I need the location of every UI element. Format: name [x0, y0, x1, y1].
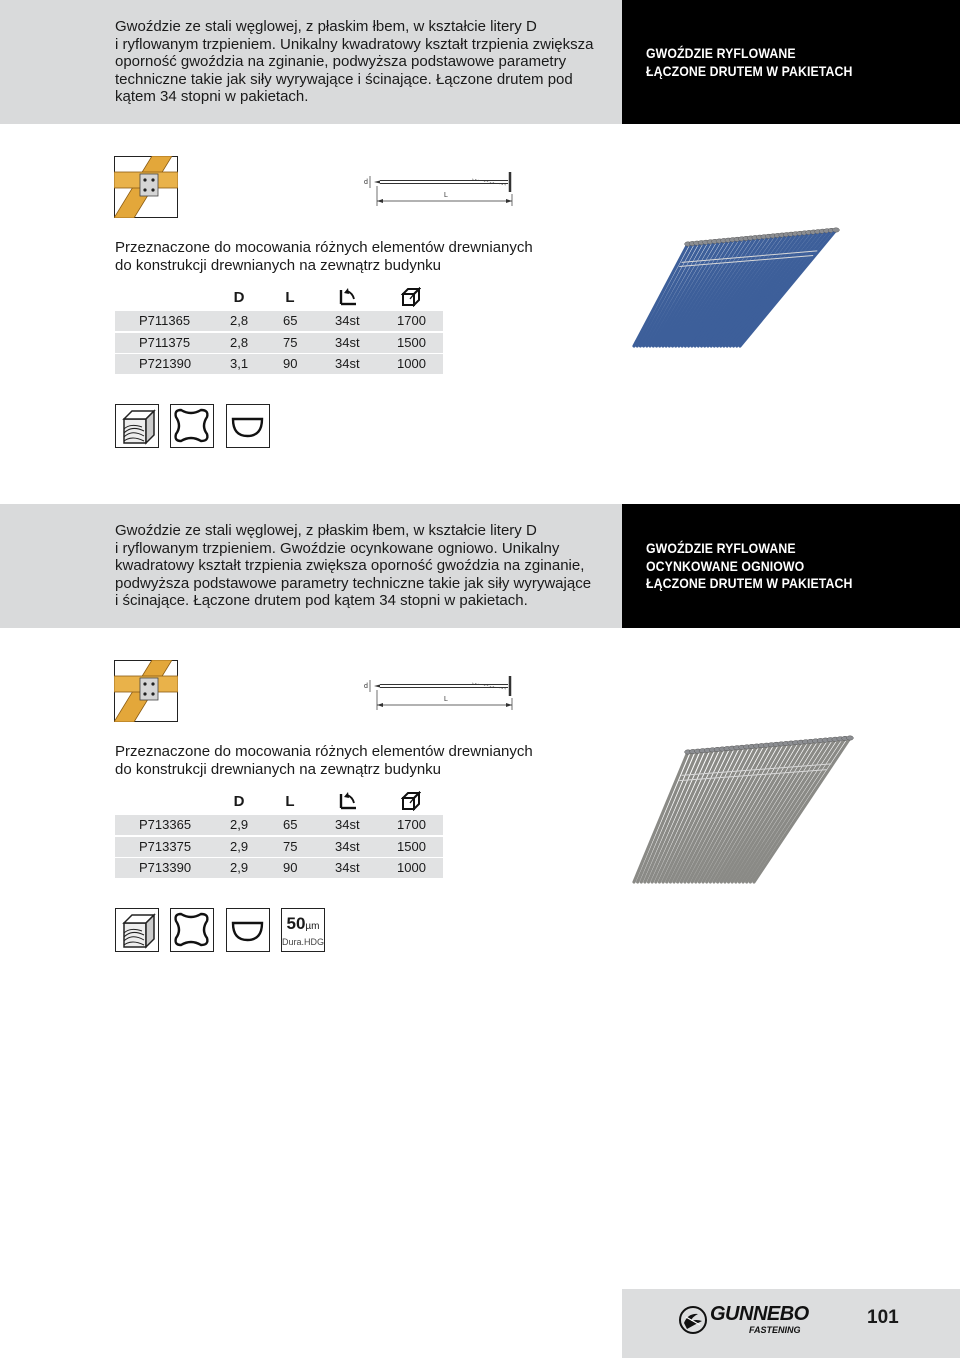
d-head-icon [226, 908, 270, 952]
coating-value: 50 [286, 914, 306, 933]
wood-grain-icon [115, 404, 159, 448]
nail-strip-group [634, 228, 839, 346]
nail-strip-image [630, 224, 846, 350]
section-1-title: GWOŹDZIE RYFLOWANE ŁĄCZONE DRUTEM W PAKIETACH [646, 45, 853, 79]
nail-dimension-diagram [362, 672, 518, 712]
square-shank-icon [170, 908, 214, 952]
section-1-description: Gwoździe ze stali węglowej, z płaskim łbem, w kształcie litery D i ryflowanym trzpieniem. Unikalny kwadratowy kształt trzpienia zwiększa oporność gwoździa na zginanie, podwyższa podstawowe parametry techniczne takie jak siły wyrywające i ścinające. Łączone drutem pod kątem 34 stopni w pakietach. [115, 18, 594, 105]
coating-label: Dura.HDG [282, 937, 325, 947]
wood-joint-icon [114, 156, 178, 218]
d-head-icon [226, 404, 270, 448]
column-l-header: L [285, 793, 295, 810]
page-number: 101 [867, 1307, 899, 1328]
box-quantity-icon [401, 791, 421, 811]
nail-head [833, 228, 840, 232]
angle-icon [338, 791, 358, 811]
wood-grain-icon [115, 908, 159, 952]
column-l-header: L [285, 289, 295, 306]
section-1-usage: Przeznaczone do mocowania różnych elementów drewnianych do konstrukcji drewnianych na zewnątrz budynku [115, 239, 533, 274]
column-d-header: D [233, 289, 245, 306]
gunnebo-logo-icon [678, 1305, 708, 1335]
nail-dimension-diagram [362, 168, 518, 208]
diagram-d-label: d [364, 179, 368, 186]
table-row: P713365 2,9 65 34st 1700 [115, 815, 443, 835]
square-shank-icon [170, 404, 214, 448]
nail-strip-image [630, 732, 860, 886]
section-2-usage: Przeznaczone do mocowania różnych elementów drewnianych do konstrukcji drewnianych na zewnątrz budynku [115, 743, 533, 778]
nail-head [847, 736, 854, 740]
nail-strip-group [634, 736, 853, 882]
column-d-header: D [233, 793, 245, 810]
section-2-title: GWOŹDZIE RYFLOWANE OCYNKOWANE OGNIOWO ŁĄCZONE DRUTEM W PAKIETACH [646, 540, 853, 591]
diagram-d-label: d [364, 683, 368, 690]
table-row: P721390 3,1 90 34st 1000 [115, 354, 443, 374]
section-2-description: Gwoździe ze stali węglowej, z płaskim łbem, w kształcie litery D i ryflowanym trzpieniem. Gwoździe ocynkowane ogniowo. Unikalny kwadratowy kształt trzpienia zwiększa oporność gwoździa na zginanie, podwyższa podstawowe parametry techniczne takie jak siły wyrywające i ścinające. Łączone drutem pod kątem 34 stopni w pakietach. [115, 522, 592, 609]
table-row: P713390 2,9 90 34st 1000 [115, 858, 443, 878]
table-row: P713375 2,9 75 34st 1500 [115, 837, 443, 857]
wood-joint-icon [114, 660, 178, 722]
table-row: P711375 2,8 75 34st 1500 [115, 333, 443, 353]
diagram-l-label: L [444, 192, 448, 199]
coating-unit: µm [305, 921, 320, 932]
box-quantity-icon [401, 287, 421, 307]
brand-name: GUNNEBO [710, 1303, 809, 1325]
coating-badge [281, 908, 325, 952]
table-row: P711365 2,8 65 34st 1700 [115, 311, 443, 331]
brand-subtitle: FASTENING [749, 1325, 801, 1335]
angle-icon [338, 287, 358, 307]
diagram-l-label: L [444, 696, 448, 703]
